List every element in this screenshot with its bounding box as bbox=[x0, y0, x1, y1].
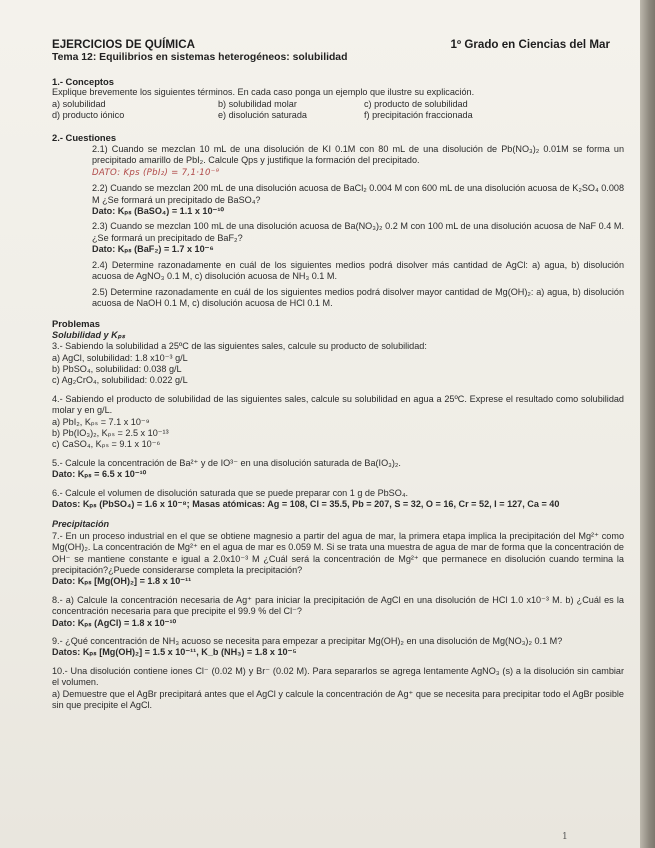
problem-text: 8.- a) Calcule la concentración necesaria de Ag⁺ para iniciar la precipitación de AgCl en una disolución de HCl 1.0 x10⁻³ M. b) ¿Cuál es la concentración necesaria para que precipite el 99.9 % del Cl⁻? bbox=[52, 594, 624, 617]
question-text: 2.4) Determine razonadamente en cuál de los siguientes medios podrá disolver más cantidad de AgCl: a) agua, b) disolución acuosa de AgNO₃ 0.1 M, c) disolución acuosa de NH₃ 0.1 M. bbox=[92, 259, 624, 282]
worksheet-content bbox=[52, 38, 624, 712]
problem-data: Dato: Kₚₛ [Mg(OH)₂] = 1.8 x 10⁻¹¹ bbox=[52, 576, 192, 587]
problem-item: a) PbI₂, Kₚₛ = 7.1 x 10⁻⁹ bbox=[52, 416, 150, 427]
concept-item: f) precipitación fraccionada bbox=[364, 110, 473, 121]
precipitacion-subheading: Precipitación bbox=[52, 519, 110, 530]
problem-item: c) CaSO₄, Kₚₛ = 9.1 x 10⁻⁶ bbox=[52, 439, 161, 450]
concept-item: a) solubilidad bbox=[52, 98, 106, 109]
header-row bbox=[52, 38, 624, 51]
handwritten-note: DATO: Kps (PbI₂) = 7,1·10⁻⁹ bbox=[92, 167, 220, 178]
page-number: 1 bbox=[562, 832, 568, 842]
question-2-1 bbox=[52, 144, 624, 179]
problem-item: b) PbSO₄, solubilidad: 0.038 g/L bbox=[52, 363, 182, 374]
problem-data: Datos: Kₚₛ [Mg(OH)₂] = 1.5 x 10⁻¹¹, K_b (NH₃) = 1.8 x 10⁻⁵ bbox=[52, 647, 297, 658]
concept-item: b) solubilidad molar bbox=[218, 98, 297, 109]
question-2-3 bbox=[52, 221, 624, 255]
document-title: EJERCICIOS DE QUÍMICA bbox=[52, 38, 196, 51]
topic-subtitle: Tema 12: Equilibrios en sistemas heterogéneos: solubilidad bbox=[52, 52, 348, 63]
concept-item: c) producto de solubilidad bbox=[364, 98, 468, 109]
problem-7 bbox=[52, 531, 624, 588]
question-text: 2.1) Cuando se mezclan 10 mL de una disolución de KI 0.1M con 80 mL de una disolución de Pb(NO₃)₂ 0.01M se forma un precipitado amarillo de PbI₂. Calcule Qps y justifique la formación del precipitado. bbox=[92, 144, 624, 166]
question-text: 2.3) Cuando se mezclan 100 mL de una disolución acuosa de Ba(NO₃)₂ 0.2 M con 100 mL de una disolución acuosa de NaF 0.4 M. ¿Se formará un precipitado de BaF₂? bbox=[92, 221, 624, 243]
cuestiones-heading: 2.- Cuestiones bbox=[52, 131, 117, 143]
concept-item: d) producto iónico bbox=[52, 110, 125, 121]
problem-text: 4.- Sabiendo el producto de solubilidad de las siguientes sales, calcule su solubilidad en agua a 25ºC. Exprese el resultado como solubilidad molar y en g/L. bbox=[52, 393, 624, 416]
question-2-5 bbox=[52, 287, 624, 310]
problem-text: 10.- Una disolución contiene iones Cl⁻ (0.02 M) y Br⁻ (0.02 M). Para separarlos se agrega lentamente AgNO₃ (s) a la disolución sin cambiar el volumen. bbox=[52, 665, 624, 688]
concept-item: e) disolución saturada bbox=[218, 110, 307, 121]
problem-8 bbox=[52, 595, 624, 629]
problem-6 bbox=[52, 488, 624, 511]
problem-text: 9.- ¿Qué concentración de NH₃ acuoso se necesita para empezar a precipitar Mg(OH)₂ en una disolución de Mg(NO₃)₂ 0.1 M? bbox=[52, 636, 563, 647]
problem-data: Datos: Kₚₛ (PbSO₄) = 1.6 x 10⁻⁸; Masas atómicas: Ag = 108, Cl = 35.5, Pb = 207, S = 32, O = 16, Cr = 52, I = 127, Ca = 40 bbox=[52, 499, 560, 509]
problemas-heading: Problemas bbox=[52, 318, 100, 330]
problem-text: 7.- En un proceso industrial en el que se obtiene magnesio a partir del agua de mar, la primera etapa implica la precipitación del Mg²⁺ como Mg(OH)₂. La concentración de Mg²⁺ en el agua de mar es 0.059 M. Si se trata una muestra de agua de mar de forma que la concentración de OH⁻ se mantiene constante e igual a 2.0x10⁻³ M ¿Cuál será la concentración de Mg²⁺ que permanece en disolución cuando termina la precipitación?¿Puede considerarse completa la precipitación? bbox=[52, 530, 624, 576]
page-edge-shadow bbox=[640, 0, 655, 848]
problem-text: 3.- Sabiendo la solubilidad a 25ºC de las siguientes sales, calcule su producto de solubilidad: bbox=[52, 341, 427, 352]
problem-9 bbox=[52, 636, 624, 659]
problem-3 bbox=[52, 341, 624, 387]
problem-item: a) AgCl, solubilidad: 1.8 x10⁻³ g/L bbox=[52, 352, 188, 363]
problem-data: Dato: Kₚₛ = 6.5 x 10⁻¹⁰ bbox=[52, 469, 147, 480]
question-2-2 bbox=[52, 183, 624, 217]
question-2-4 bbox=[52, 260, 624, 283]
conceptos-heading: 1.- Conceptos bbox=[52, 76, 114, 87]
question-text: 2.2) Cuando se mezclan 200 mL de una disolución acuosa de BaCl₂ 0.004 M con 600 mL de una disolución acuosa de K₂SO₄ 0.008 M ¿Se formará un precipitado de BaSO₄? bbox=[92, 183, 624, 205]
conceptos-list bbox=[52, 99, 624, 122]
question-data: Dato: Kₚₛ (BaF₂) = 1.7 x 10⁻⁶ bbox=[92, 244, 214, 255]
problem-item: c) Ag₂CrO₄, solubilidad: 0.022 g/L bbox=[52, 375, 188, 386]
problem-5 bbox=[52, 458, 624, 481]
problem-4 bbox=[52, 394, 624, 451]
conceptos-intro: Explique brevemente los siguientes términos. En cada caso ponga un ejemplo que ilustre su explicación. bbox=[52, 87, 475, 98]
solubilidad-subheading: Solubilidad y Kₚₛ bbox=[52, 329, 125, 340]
problem-10 bbox=[52, 666, 624, 712]
problem-part-a: a) Demuestre que el AgBr precipitará antes que el AgCl y calcule la concentración de Ag⁺ que se necesita para precipitar todo el AgBr posible sin que precipite el AgCl. bbox=[52, 688, 624, 711]
problem-text: 5.- Calcule la concentración de Ba²⁺ y de IO³⁻ en una disolución saturada de Ba(IO₃)₂. bbox=[52, 457, 401, 468]
question-data: Dato: Kₚₛ (BaSO₄) = 1.1 x 10⁻¹⁰ bbox=[92, 206, 225, 217]
problem-text: 6.- Calcule el volumen de disolución saturada que se puede preparar con 1 g de PbSO₄. bbox=[52, 487, 409, 498]
problem-item: b) Pb(IO₃)₂, Kₚₛ = 2.5 x 10⁻¹³ bbox=[52, 427, 169, 438]
question-text: 2.5) Determine razonadamente en cuál de los siguientes medios podrá disolver mayor cantidad de Mg(OH)₂: a) agua, b) disolución acuosa de NaOH 0.1 M, c) disolución acuosa de HCl 0.1 M. bbox=[92, 286, 624, 308]
problem-data: Dato: Kₚₛ (AgCl) = 1.8 x 10⁻¹⁰ bbox=[52, 617, 177, 628]
course-title: 1º Grado en Ciencias del Mar bbox=[450, 38, 610, 51]
